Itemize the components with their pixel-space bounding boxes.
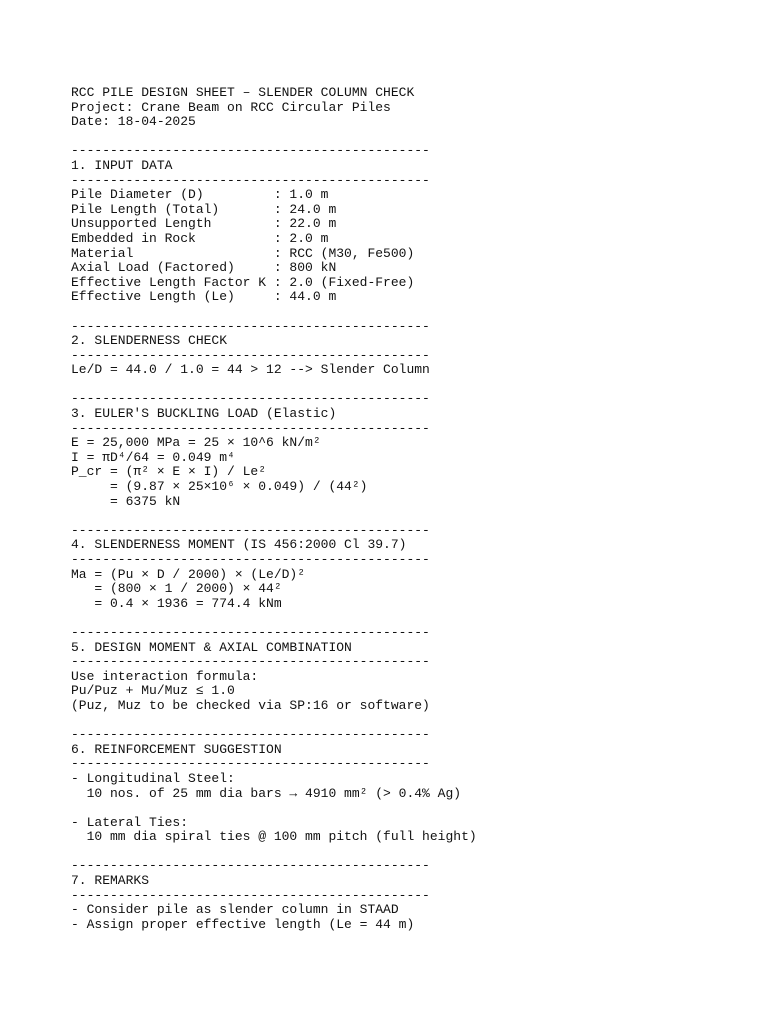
divider: ----------------------------------------------	[71, 887, 430, 903]
blank-line	[71, 611, 751, 626]
input-row-effective-length-factor: Effective Length Factor K : 2.0 (Fixed-Free)	[71, 274, 415, 290]
input-row-effective-length: Effective Length (Le) : 44.0 m	[71, 289, 337, 305]
formula-result-line: = 0.4 × 1936 = 774.4 kNm	[71, 595, 282, 611]
section-heading-remarks: 7. REMARKS	[71, 873, 150, 889]
project-line: Project: Crane Beam on RCC Circular Piles	[71, 99, 391, 115]
blank-line	[71, 714, 751, 729]
formula-result-line: = 6375 kN	[71, 493, 181, 509]
formula-line: = (800 × 1 / 2000) × 44²	[71, 581, 282, 597]
formula-line: P_cr = (π² × E × I) / Le²	[71, 464, 267, 480]
slenderness-ratio-line: Le/D = 44.0 / 1.0 = 44 > 12 --> Slender Column	[71, 362, 430, 378]
input-row-material: Material : RCC (M30, Fe500)	[71, 245, 415, 261]
input-row-axial-load: Axial Load (Factored) : 800 kN	[71, 260, 337, 276]
section-heading-slenderness-moment: 4. SLENDERNESS MOMENT (IS 456:2000 Cl 39.7)	[71, 537, 407, 553]
text-line: Use interaction formula:	[71, 668, 259, 684]
divider: ----------------------------------------------	[71, 552, 430, 567]
section-heading-slenderness-check: 2. SLENDERNESS CHECK	[71, 333, 228, 349]
bullet-line: - Lateral Ties:	[71, 814, 189, 830]
divider: ----------------------------------------------	[71, 858, 430, 874]
input-row-pile-length: Pile Length (Total) : 24.0 m	[71, 201, 337, 217]
design-sheet	[71, 86, 751, 932]
formula-line: Pu/Puz + Mu/Muz ≤ 1.0	[71, 683, 235, 699]
divider: ----------------------------------------------	[71, 172, 430, 188]
blank-line	[71, 305, 751, 320]
blank-line	[71, 801, 751, 816]
divider: ----------------------------------------------	[71, 654, 430, 670]
section-heading-reinforcement: 6. REINFORCEMENT SUGGESTION	[71, 741, 282, 757]
section-heading-design-moment: 5. DESIGN MOMENT & AXIAL COMBINATION	[71, 639, 352, 655]
bullet-line: - Consider pile as slender column in STAAD	[71, 902, 399, 918]
formula-line: I = πD⁴/64 = 0.049 m⁴	[71, 449, 235, 465]
divider: ----------------------------------------------	[71, 624, 430, 640]
divider: ----------------------------------------------	[71, 727, 430, 743]
section-heading-euler-buckling: 3. EULER'S BUCKLING LOAD (Elastic)	[71, 406, 337, 422]
divider: ----------------------------------------------	[71, 420, 430, 436]
divider: ----------------------------------------------	[71, 318, 430, 334]
divider: ----------------------------------------------	[71, 391, 430, 407]
blank-line	[71, 378, 751, 393]
blank-line	[71, 509, 751, 524]
input-row-pile-diameter: Pile Diameter (D) : 1.0 m	[71, 187, 329, 203]
bullet-detail-line: 10 mm dia spiral ties @ 100 mm pitch (full height)	[71, 829, 477, 845]
blank-line	[71, 845, 751, 860]
divider: ----------------------------------------------	[71, 143, 430, 159]
divider: ----------------------------------------------	[71, 347, 430, 363]
section-heading-input-data: 1. INPUT DATA	[71, 157, 173, 173]
divider: ----------------------------------------------	[71, 756, 430, 772]
bullet-line: - Longitudinal Steel:	[71, 770, 235, 786]
blank-line	[71, 130, 751, 145]
sheet-title: RCC PILE DESIGN SHEET – SLENDER COLUMN CHECK	[71, 85, 415, 100]
bullet-detail-line: 10 nos. of 25 mm dia bars → 4910 mm² (> 0.4% Ag)	[71, 785, 462, 801]
formula-line: Ma = (Pu × D / 2000) × (Le/D)²	[71, 566, 306, 582]
formula-line: E = 25,000 MPa = 25 × 10^6 kN/m²	[71, 435, 321, 451]
bullet-line: - Assign proper effective length (Le = 44 m)	[71, 916, 415, 932]
divider: ----------------------------------------------	[71, 522, 430, 538]
note-line: (Puz, Muz to be checked via SP:16 or software)	[71, 697, 430, 713]
formula-line: = (9.87 × 25×10⁶ × 0.049) / (44²)	[71, 479, 368, 495]
input-row-unsupported-length: Unsupported Length : 22.0 m	[71, 216, 337, 232]
date-line: Date: 18-04-2025	[71, 114, 196, 130]
input-row-embedded-in-rock: Embedded in Rock : 2.0 m	[71, 230, 329, 246]
